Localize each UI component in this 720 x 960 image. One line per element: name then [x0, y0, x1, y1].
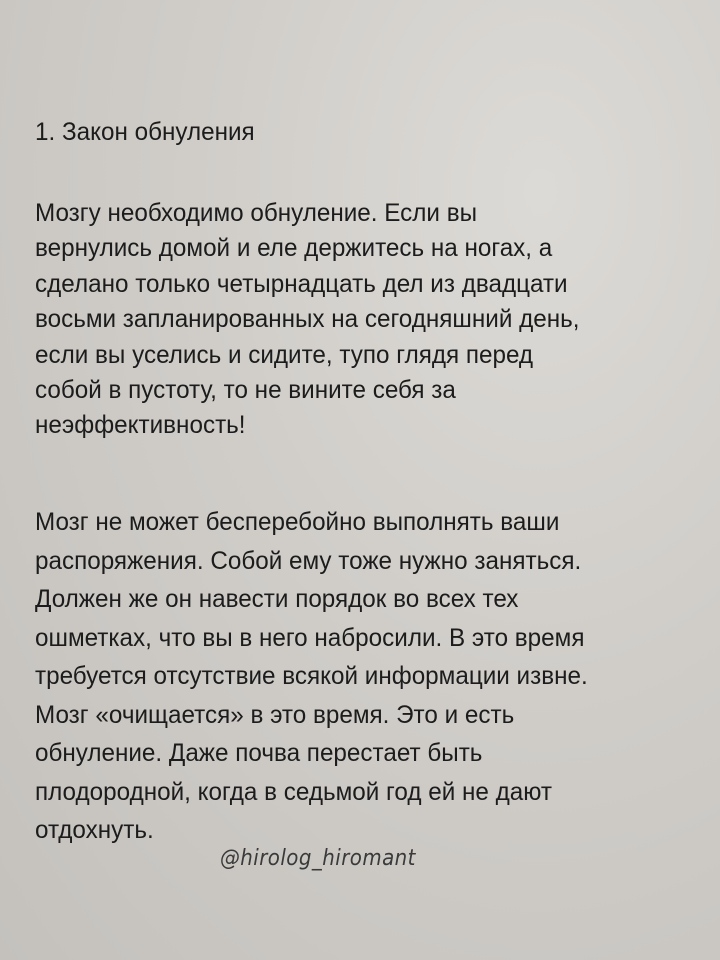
text-line: требуется отсутствие всякой информации извне. [35, 662, 588, 690]
text-line: Мозгу необходимо обнуление. Если вы [35, 199, 478, 227]
text-line: обнуление. Даже почва перестает быть [35, 739, 483, 767]
paragraph-2 [35, 503, 588, 850]
text-line: восьми запланированных на сегодняшний день, [35, 305, 580, 334]
text-line: Должен же он навести порядок во всех тех [35, 585, 519, 613]
text-line: собой в пустоту, то не вините себя за [35, 376, 456, 405]
watermark: @hirolog_hiromant [220, 846, 416, 871]
text-line: вернулись домой и еле держитесь на ногах, а [35, 234, 553, 263]
text-line: ошметках, что вы в него набросили. В это время [35, 623, 585, 652]
paragraph-1 [35, 196, 580, 444]
text-line: плодородной, когда в седьмой год ей не дают [35, 777, 552, 806]
text-line: Мозг «очищается» в это время. Это и есть [35, 700, 515, 729]
text-line: Мозг не может бесперебойно выполнять ваши [35, 508, 560, 536]
text-line: сделано только четырнадцать дел из двадцати [35, 269, 568, 298]
text-line: распоряжения. Собой ему тоже нужно заняться. [35, 546, 582, 575]
text-line: если вы уселись и сидите, тупо глядя перед [35, 340, 534, 369]
text-line: отдохнуть. [35, 816, 154, 844]
heading: 1. Закон обнуления [35, 118, 255, 146]
text-line: неэффективность! [35, 411, 246, 440]
